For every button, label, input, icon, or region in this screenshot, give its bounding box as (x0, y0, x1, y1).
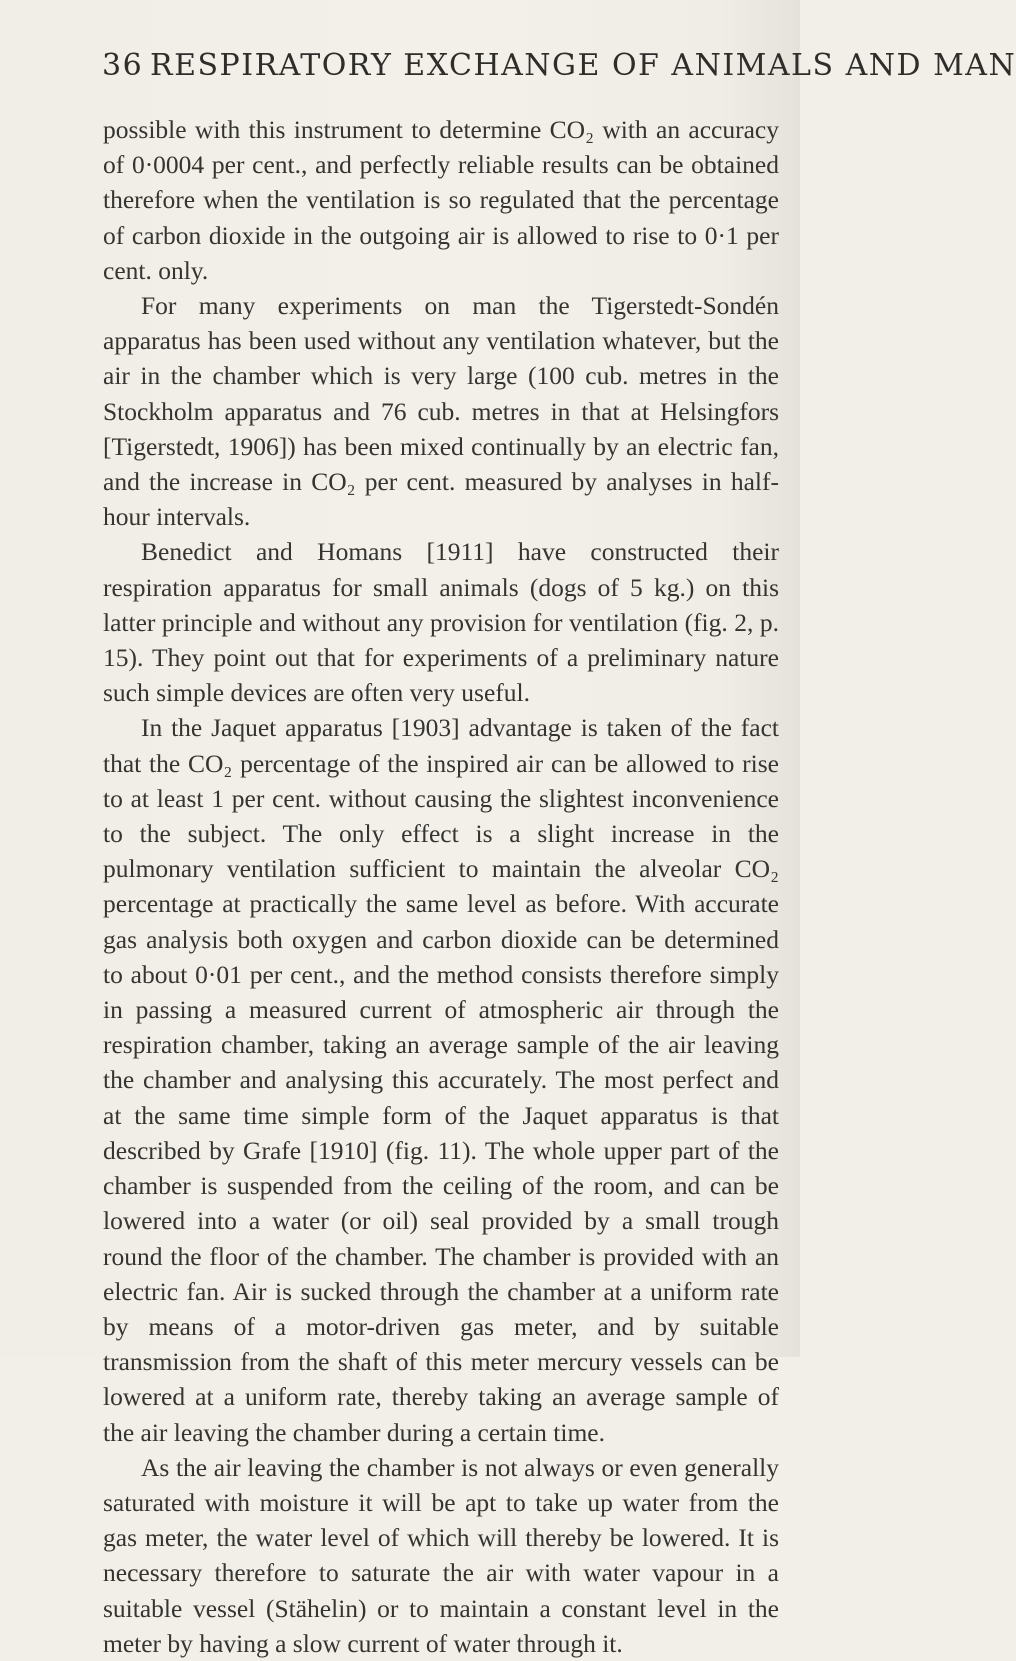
paragraph-tigerstedt-sonden: For many experiments on man the Tigerstedt-Sondén apparatus has been used without any ventilation whatever, but the air in the chamber which is very large (100 cub. metres in the Stockholm apparatus and 76 cub. metres in that at Helsingfors [Tigerstedt, 1906]) has been mixed continually by an electric fan, and the increase in CO₂ per cent. measured by analyses in half-hour intervals. (103, 291, 779, 532)
paragraph-continuation: possible with this instrument to determine CO₂ with an accuracy of 0·0004 per cent., and perfectly reliable results can be obtained therefore when the ventilation is so regulated that the percentage of carbon dioxide in the outgoing air is allowed to rise to 0·1 per cent. only. (103, 115, 779, 285)
running-header (102, 48, 1016, 83)
paragraph-benedict-homans: Benedict and Homans [1911] have constructed their respiration apparatus for small animals (dogs of 5 kg.) on this latter principle and without any provision for ventilation (fig. 2, p. 15). They point out that for experiments of a preliminary nature such simple devices are often very useful. (103, 537, 779, 708)
page-number: 36 (102, 48, 144, 83)
paragraph-moisture-saturation: As the air leaving the chamber is not always or even generally saturated with moisture it will be apt to take up water from the gas meter, the water level of which will thereby be lowered. It is necessary therefore to saturate the air with water vapour in a suitable vessel (Stähelin) or to maintain a constant level in the meter by having a slow current of water through it. (103, 1452, 779, 1658)
paragraph-jaquet-apparatus: In the Jaquet apparatus [1903] advantage is taken of the fact that the CO₂ percentage of the inspired air can be allowed to rise to at least 1 per cent. without causing the slightest inconvenience to the subject. The only effect is a slight increase in the pulmonary ventilation sufficient to maintain the alveolar CO₂ percentage at practically the same level as before. With accurate gas analysis both oxygen and carbon dioxide can be determined to about 0·01 per cent., and the method consists therefore simply in passing a measured current of atmospheric air through the respiration chamber, taking an average sample of the air leaving the chamber and analysing this accurately. The most perfect and at the same time simple form of the Jaquet apparatus is that described by Grafe [1910] (fig. 11). The whole upper part of the chamber is suspended from the ceiling of the room, and can be lowered into a water (or oil) seal provided by a small trough round the floor of the chamber. The chamber is provided with an electric fan. Air is sucked through the chamber at a uniform rate by means of a motor-driven gas meter, and by suitable transmission from the shaft of this meter mercury vessels can be lowered at a uniform rate, thereby taking an average sample of the air leaving the chamber during a certain time. (103, 713, 779, 1447)
body-text (103, 112, 779, 1661)
running-title: RESPIRATORY EXCHANGE OF ANIMALS AND MAN (150, 48, 1016, 83)
